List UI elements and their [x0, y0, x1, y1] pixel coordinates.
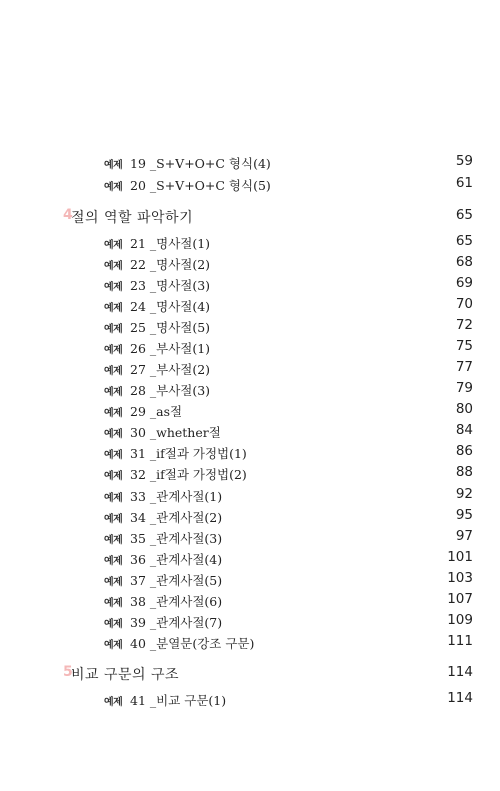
entry-title: 28 _부사절(3) [130, 383, 211, 398]
toc-entry[interactable] [0, 296, 500, 316]
example-tag: 예제 [104, 160, 123, 171]
toc-entry[interactable] [0, 175, 500, 195]
toc-entry[interactable] [0, 254, 500, 274]
entry-title: 40 _분열문(강조 구문) [130, 636, 255, 651]
entry-title: 24 _명사절(4) [130, 299, 211, 314]
example-tag: 예제 [104, 303, 123, 314]
toc-entry[interactable] [0, 528, 500, 548]
example-tag: 예제 [104, 282, 123, 293]
page-number: 92 [455, 486, 473, 502]
example-tag: 예제 [104, 514, 123, 525]
page-number: 65 [455, 233, 473, 249]
example-tag: 예제 [104, 471, 123, 482]
entry-title: 34 _관계사절(2) [130, 510, 223, 525]
example-tag: 예제 [104, 598, 123, 609]
toc-entry[interactable] [0, 570, 500, 590]
entry-title: 37 _관계사절(5) [130, 573, 223, 588]
entry-title: 30 _whether절 [130, 425, 221, 440]
toc-entry[interactable] [0, 338, 500, 358]
entry-title: 27 _부사절(2) [130, 362, 211, 377]
toc-section[interactable] [0, 207, 500, 227]
entry-title: 38 _관계사절(6) [130, 594, 223, 609]
page-number: 68 [455, 254, 473, 270]
page-number: 109 [447, 612, 473, 628]
entry-title: 21 _명사절(1) [130, 236, 211, 251]
entry-title: 26 _부사절(1) [130, 341, 211, 356]
page-number: 80 [455, 401, 473, 417]
toc-entry[interactable] [0, 486, 500, 506]
page-number: 103 [447, 570, 473, 586]
example-tag: 예제 [104, 182, 123, 193]
entry-title: 33 _관계사절(1) [130, 489, 223, 504]
page-number: 77 [455, 359, 473, 375]
page-number: 70 [455, 296, 473, 312]
section-title: 비교 구문의 구조 [71, 667, 180, 683]
toc-entry[interactable] [0, 443, 500, 463]
entry-title: 32 _if절과 가정법(2) [130, 467, 247, 482]
entry-title: 19 _S+V+O+C 형식(4) [130, 156, 271, 171]
entry-title: 36 _관계사절(4) [130, 552, 223, 567]
toc-entry[interactable] [0, 612, 500, 632]
toc-entry[interactable] [0, 401, 500, 421]
section-title: 절의 역할 파악하기 [71, 210, 194, 226]
page-number: 114 [447, 690, 473, 706]
toc-entry[interactable] [0, 507, 500, 527]
example-tag: 예제 [104, 697, 123, 708]
section-number: 4 [63, 207, 73, 223]
page-number: 84 [455, 422, 473, 438]
toc-section[interactable] [0, 664, 500, 684]
page-number: 111 [447, 633, 473, 649]
toc-entry[interactable] [0, 591, 500, 611]
toc-entry[interactable] [0, 633, 500, 653]
example-tag: 예제 [104, 619, 123, 630]
example-tag: 예제 [104, 345, 123, 356]
toc-entry[interactable] [0, 549, 500, 569]
example-tag: 예제 [104, 324, 123, 335]
page-number: 65 [455, 207, 473, 223]
example-tag: 예제 [104, 450, 123, 461]
page-number: 69 [455, 275, 473, 291]
example-tag: 예제 [104, 493, 123, 504]
toc-entry[interactable] [0, 380, 500, 400]
example-tag: 예제 [104, 556, 123, 567]
page-number: 79 [455, 380, 473, 396]
page-number: 114 [447, 664, 473, 680]
entry-title: 23 _명사절(3) [130, 278, 211, 293]
page-number: 72 [455, 317, 473, 333]
toc-entry[interactable] [0, 690, 500, 710]
entry-title: 29 _as절 [130, 404, 183, 419]
toc-entry[interactable] [0, 422, 500, 442]
toc-entry[interactable] [0, 233, 500, 253]
toc-entry[interactable] [0, 464, 500, 484]
page-number: 97 [455, 528, 473, 544]
example-tag: 예제 [104, 240, 123, 251]
entry-title: 35 _관계사절(3) [130, 531, 223, 546]
example-tag: 예제 [104, 577, 123, 588]
example-tag: 예제 [104, 408, 123, 419]
page-number: 86 [455, 443, 473, 459]
toc-entry[interactable] [0, 153, 500, 173]
page-number: 75 [455, 338, 473, 354]
section-number: 5 [63, 664, 73, 680]
page-number: 61 [455, 175, 473, 191]
page-number: 95 [455, 507, 473, 523]
entry-title: 39 _관계사절(7) [130, 615, 223, 630]
page-number: 101 [447, 549, 473, 565]
example-tag: 예제 [104, 535, 123, 546]
entry-title: 20 _S+V+O+C 형식(5) [130, 178, 271, 193]
page-number: 107 [447, 591, 473, 607]
page-number: 59 [455, 153, 473, 169]
page-number: 88 [455, 464, 473, 480]
example-tag: 예제 [104, 640, 123, 651]
toc-entry[interactable] [0, 275, 500, 295]
example-tag: 예제 [104, 366, 123, 377]
entry-title: 41 _비교 구문(1) [130, 693, 227, 708]
example-tag: 예제 [104, 261, 123, 272]
example-tag: 예제 [104, 429, 123, 440]
toc-entry[interactable] [0, 317, 500, 337]
entry-title: 22 _명사절(2) [130, 257, 211, 272]
toc-entry[interactable] [0, 359, 500, 379]
entry-title: 25 _명사절(5) [130, 320, 211, 335]
example-tag: 예제 [104, 387, 123, 398]
entry-title: 31 _if절과 가정법(1) [130, 446, 247, 461]
